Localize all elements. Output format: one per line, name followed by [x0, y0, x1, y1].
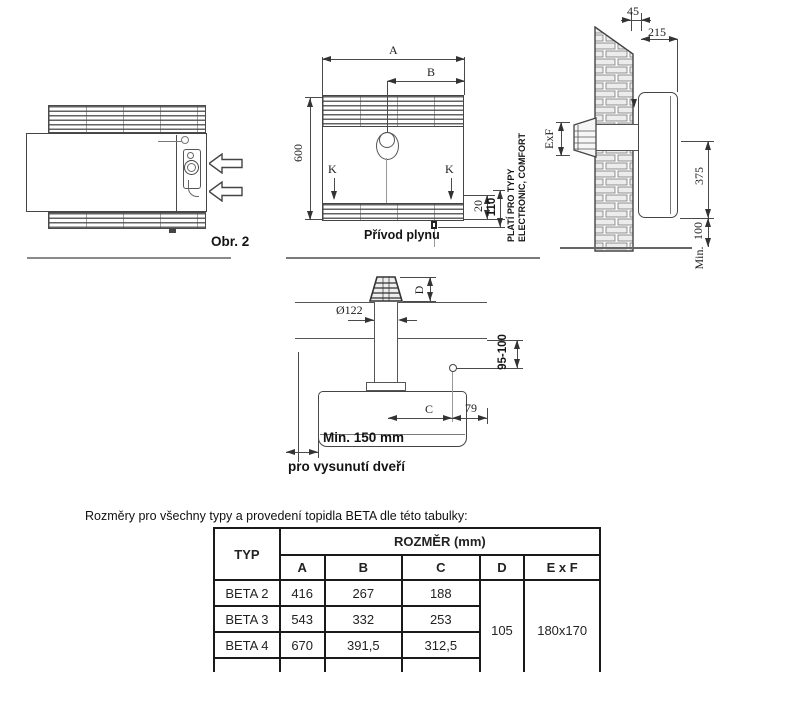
- cell-b: 332: [325, 606, 403, 632]
- col-header-b: B: [325, 555, 403, 580]
- figure-caption: Obr. 2: [211, 234, 250, 249]
- k-right-label: K: [445, 162, 454, 176]
- outside-terminal-plan: [369, 275, 403, 303]
- wall-duct: [596, 124, 638, 151]
- dim-215-label: 215: [648, 25, 666, 39]
- dim-b-label: B: [427, 65, 436, 79]
- table-clip: [213, 527, 601, 672]
- panel-screw: [187, 152, 194, 159]
- dim-110-label: 110: [486, 197, 498, 217]
- type-note-line1: PLATÍ PRO TYPY: [506, 168, 516, 242]
- header-rozmer: ROZMĚR (mm): [280, 528, 600, 555]
- cell-typ: BETA 2: [214, 580, 280, 606]
- dim-c-label: C: [425, 402, 434, 416]
- control-knob-inner: [187, 163, 196, 172]
- top-grille: [48, 105, 206, 133]
- cell-a: 670: [280, 632, 325, 658]
- floor-line-center: [286, 257, 540, 259]
- cell-b: 391,5: [325, 632, 403, 658]
- dim-a-label: A: [389, 43, 398, 57]
- door-note-label: pro vysunutí dveří: [288, 459, 406, 474]
- outside-terminal-side: [567, 117, 597, 158]
- heater-body: [26, 133, 207, 212]
- k-left-label: K: [328, 162, 337, 176]
- cell-b: 267: [325, 580, 403, 606]
- pilot-window: [181, 136, 189, 144]
- cell-d-shared: 105: [480, 580, 525, 672]
- bottom-grille: [48, 212, 206, 229]
- panel-divider: [176, 135, 177, 211]
- duct-tube: [374, 302, 398, 384]
- col-header-c: C: [402, 555, 480, 580]
- table-caption: Rozměry pro všechny typy a provedení topidla BETA dle této tabulky:: [85, 509, 468, 523]
- col-header-d: D: [480, 555, 525, 580]
- cell-a: 543: [280, 606, 325, 632]
- dimensions-table: [213, 527, 601, 672]
- col-header-a: A: [280, 555, 325, 580]
- cell-exf-shared: 180x170: [524, 580, 600, 672]
- table-row: [214, 580, 600, 606]
- gas-label: Přívod plynu: [364, 228, 440, 242]
- airflow-arrow-lower-icon: [209, 181, 243, 202]
- dim-600-label: 600: [291, 144, 305, 162]
- dim-exf-label: ExF: [542, 129, 556, 150]
- dim-79-label: 79: [465, 401, 477, 415]
- type-note-line2: ELECTRONIC, COMFORT: [516, 133, 527, 242]
- front-panel-line: [670, 96, 671, 214]
- foot-tab: [169, 229, 176, 233]
- pilot-sight-inner: [379, 132, 395, 148]
- cell-typ: BETA 3: [214, 606, 280, 632]
- airflow-arrow-upper-icon: [209, 153, 243, 174]
- floor-line-left: [27, 257, 231, 259]
- cell-c: 253: [402, 606, 480, 632]
- dim-375-label: 375: [692, 167, 706, 185]
- type-note: [506, 128, 527, 242]
- heater-side-body: [638, 92, 678, 218]
- bottom-grille: [323, 203, 463, 220]
- dim-100-label: 100: [691, 222, 705, 240]
- duct-flange: [366, 382, 406, 391]
- dim-95-100-label: 95-100: [497, 334, 509, 370]
- cell-c: 188: [402, 580, 480, 606]
- dim-45-label: 45: [627, 4, 639, 18]
- center-line: [386, 158, 387, 203]
- dim-d-label: D: [412, 285, 426, 295]
- cell-a: 416: [280, 580, 325, 606]
- top-grille: [323, 96, 463, 127]
- panel-lead-line: [158, 141, 182, 142]
- cell-typ: BETA 4: [214, 632, 280, 658]
- dim-min-label: Min.: [692, 246, 706, 270]
- floor-line-right: [560, 247, 692, 249]
- dim-20-label: 20: [471, 200, 485, 212]
- mounting-hook: [631, 99, 637, 108]
- dim-dia-label: Ø122: [336, 303, 363, 317]
- cell-c: 312,5: [402, 632, 480, 658]
- header-typ: TYP: [214, 528, 280, 580]
- col-header-exf: E x F: [524, 555, 600, 580]
- min-150-label: Min. 150 mm: [323, 430, 405, 445]
